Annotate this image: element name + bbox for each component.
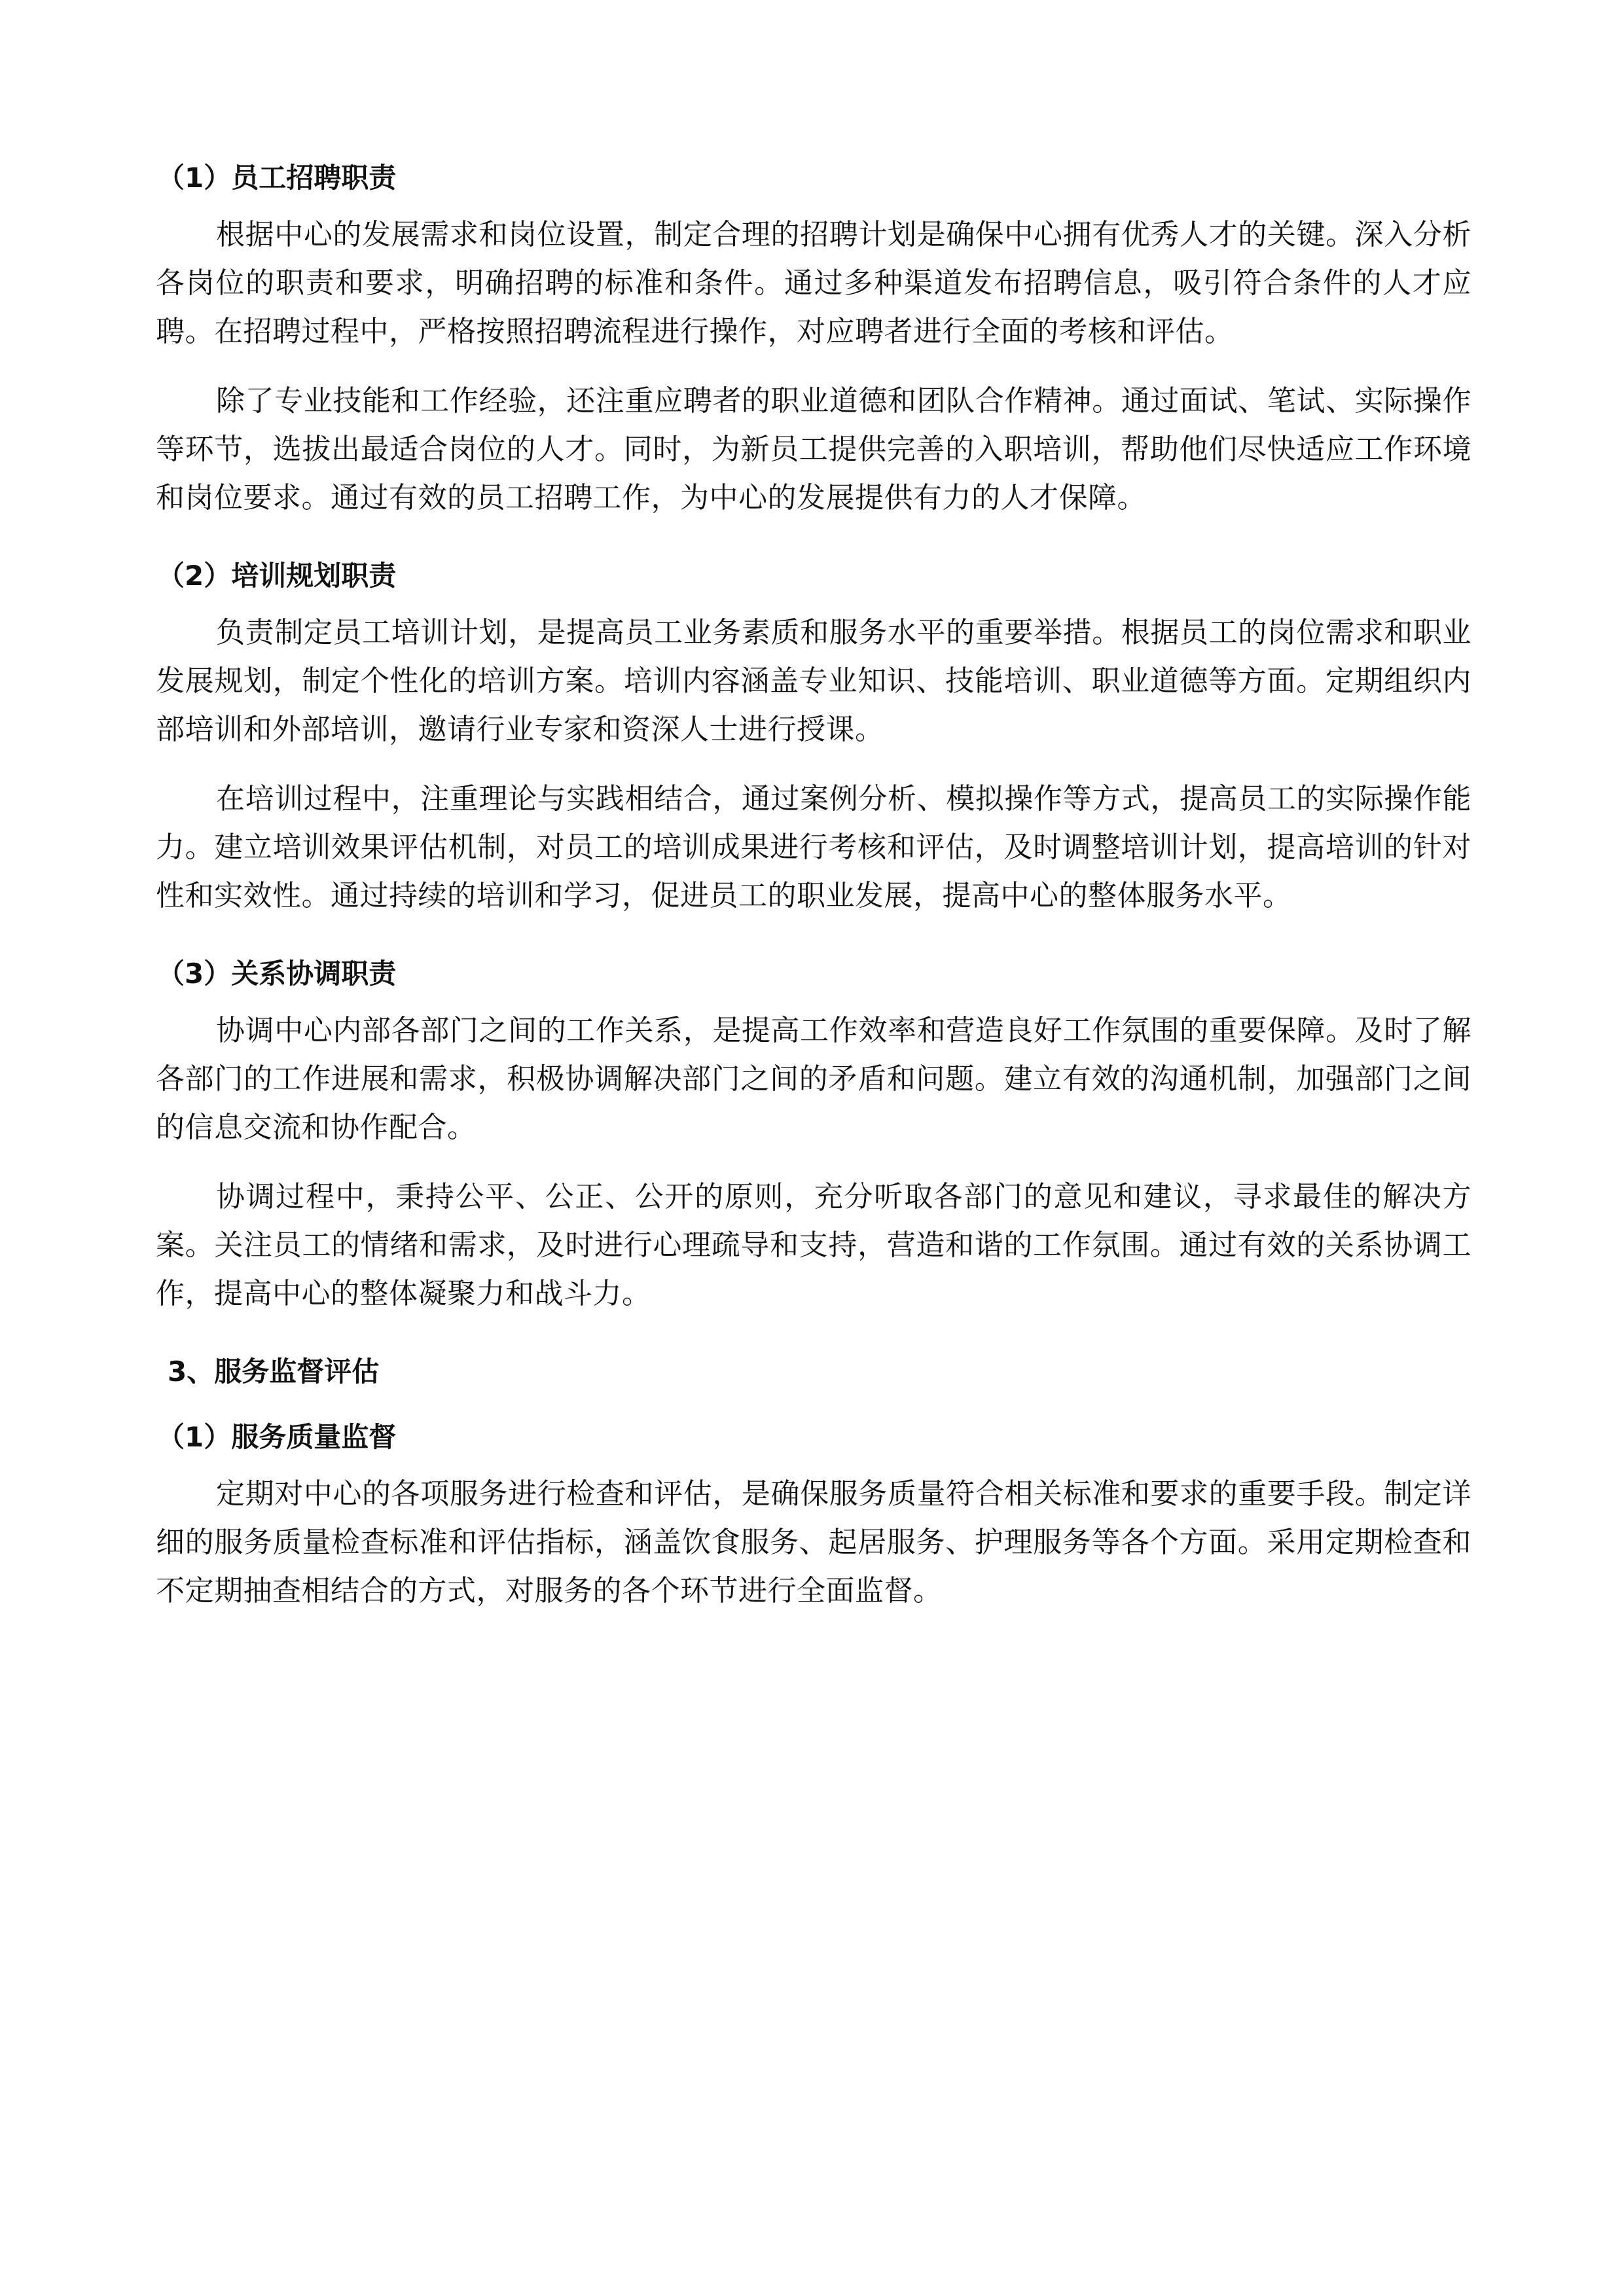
paragraph-training-2: 在培训过程中，注重理论与实践相结合，通过案例分析、模拟操作等方式，提高员工的实际操作能力。建立培训效果评估机制，对员工的培训成果进行考核和评估，及时调整培训计划，提高培训的针对性和实效性。通过持续的培训和学习，促进员工的职业发展，提高中心的整体服务水平。 [156, 782, 1471, 912]
heading-training-duties: （2）培训规划职责 [157, 560, 397, 592]
heading-quality-supervision: （1）服务质量监督 [157, 1421, 397, 1453]
document-body [156, 145, 1471, 1636]
heading-service-supervision: 3、服务监督评估 [168, 1355, 380, 1388]
heading-recruitment-duties: （1）员工招聘职责 [157, 162, 397, 194]
paragraph-recruitment-2: 除了专业技能和工作经验，还注重应聘者的职业道德和团队合作精神。通过面试、笔试、实际操作等环节，选拔出最适合岗位的人才。同时，为新员工提供完善的入职培训，帮助他们尽快适应工作环境和岗位要求。通过有效的员工招聘工作，为中心的发展提供有力的人才保障。 [156, 384, 1471, 514]
heading-coordination-duties: （3）关系协调职责 [157, 958, 397, 990]
paragraph-coordination-1: 协调中心内部各部门之间的工作关系，是提高工作效率和营造良好工作氛围的重要保障。及时了解各部门的工作进展和需求，积极协调解决部门之间的矛盾和问题。建立有效的沟通机制，加强部门之间的信息交流和协作配合。 [156, 1014, 1471, 1144]
paragraph-training-1: 负责制定员工培训计划，是提高员工业务素质和服务水平的重要举措。根据员工的岗位需求和职业发展规划，制定个性化的培训方案。培训内容涵盖专业知识、技能培训、职业道德等方面。定期组织内部培训和外部培训，邀请行业专家和资深人士进行授课。 [156, 616, 1471, 746]
paragraph-coordination-2: 协调过程中，秉持公平、公正、公开的原则，充分听取各部门的意见和建议，寻求最佳的解决方案。关注员工的情绪和需求，及时进行心理疏导和支持，营造和谐的工作氛围。通过有效的关系协调工作，提高中心的整体凝聚力和战斗力。 [156, 1180, 1471, 1310]
paragraph-quality-1: 定期对中心的各项服务进行检查和评估，是确保服务质量符合相关标准和要求的重要手段。制定详细的服务质量检查标准和评估指标，涵盖饮食服务、起居服务、护理服务等各个方面。采用定期检查和不定期抽查相结合的方式，对服务的各个环节进行全面监督。 [156, 1477, 1471, 1607]
paragraph-recruitment-1: 根据中心的发展需求和岗位设置，制定合理的招聘计划是确保中心拥有优秀人才的关键。深入分析各岗位的职责和要求，明确招聘的标准和条件。通过多种渠道发布招聘信息，吸引符合条件的人才应聘。在招聘过程中，严格按照招聘流程进行操作，对应聘者进行全面的考核和评估。 [156, 218, 1471, 348]
